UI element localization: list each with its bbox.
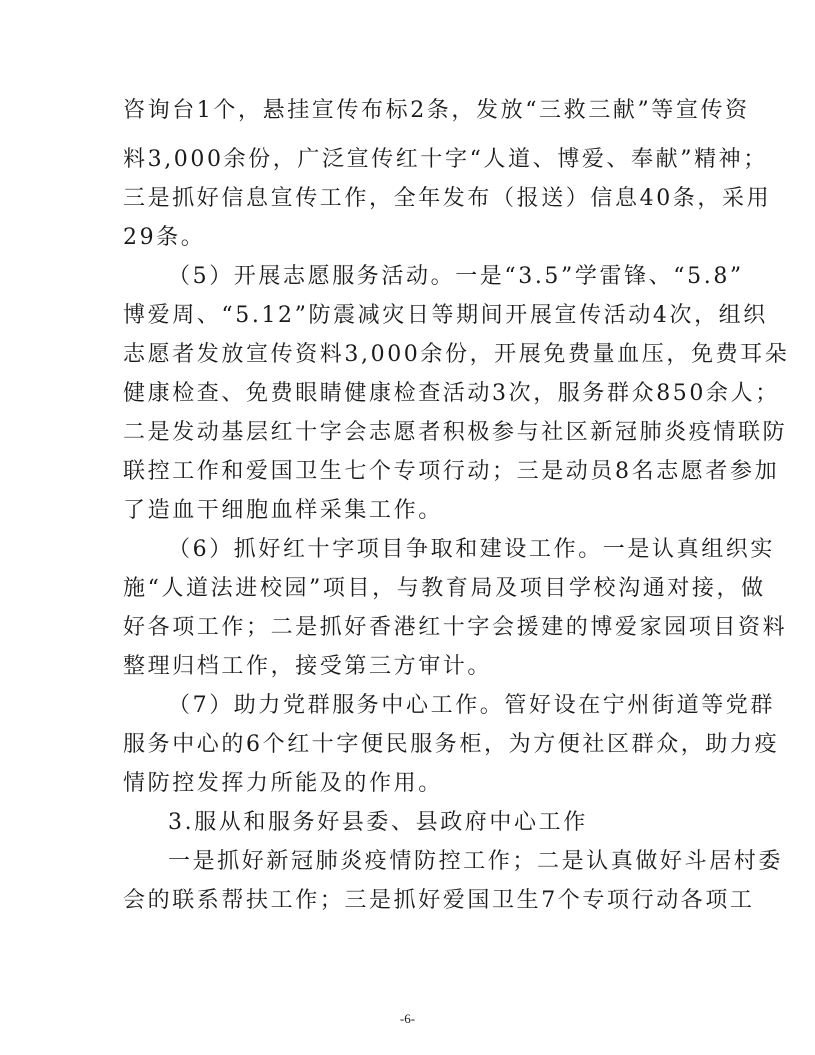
text-line: 志愿者发放宣传资料3,000余份，开展免费量血压，免费耳朵 bbox=[123, 342, 790, 367]
text-line: 咨询台1个，悬挂宣传布标2条，发放“三救三献”等宣传资 bbox=[123, 98, 750, 123]
text-line: 一是抓好新冠肺炎疫情防控工作；二是认真做好斗居村委 bbox=[168, 849, 784, 874]
text-line: 施“人道法进校园”项目，与教育局及项目学校沟通对接，做 bbox=[123, 576, 766, 601]
text-line: 29条。 bbox=[123, 225, 206, 250]
text-line: 情防控发挥力所能及的作用。 bbox=[123, 771, 443, 796]
paragraph-heading: （5）开展志愿服务活动。一是“3.5”学雷锋、“5.8” bbox=[168, 264, 744, 289]
text-line: 会的联系帮扶工作；三是抓好爱国卫生7个专项行动各项工 bbox=[123, 888, 755, 913]
text-line: 料3,000余份，广泛宣传红十字“人道、博爱、奉献”精神； bbox=[123, 147, 768, 172]
text-line: 二是发动基层红十字会志愿者积极参与社区新冠肺炎疫情联防 bbox=[123, 420, 788, 445]
text-line: 联控工作和爱国卫生七个专项行动；三是动员8名志愿者参加 bbox=[123, 459, 780, 484]
text-line: 博爱周、“5.12”防震减灾日等期间开展宣传活动4次，组织 bbox=[123, 303, 768, 328]
text-line: 整理归档工作，接受第三方审计。 bbox=[123, 654, 493, 679]
text-line: 健康检查、免费眼睛健康检查活动3次，服务群众850余人； bbox=[123, 381, 780, 406]
page-number: -6- bbox=[399, 1011, 416, 1026]
text-line: 好各项工作；二是抓好香港红十字会援建的博爱家园项目资料 bbox=[123, 615, 788, 640]
paragraph-heading: （6）抓好红十字项目争取和建设工作。一是认真组织实 bbox=[168, 537, 775, 562]
text-line: 三是抓好信息宣传工作，全年发布（报送）信息40条，采用 bbox=[123, 186, 772, 211]
paragraph-heading: （7）助力党群服务中心工作。管好设在宁州街道等党群 bbox=[168, 693, 775, 718]
section-heading: 3.服从和服务好县委、县政府中心工作 bbox=[168, 810, 588, 835]
text-line: 了造血干细胞血样采集工作。 bbox=[123, 498, 443, 523]
text-line: 服务中心的6个红十字便民服务柜，为方便社区群众，助力疫 bbox=[123, 732, 780, 757]
